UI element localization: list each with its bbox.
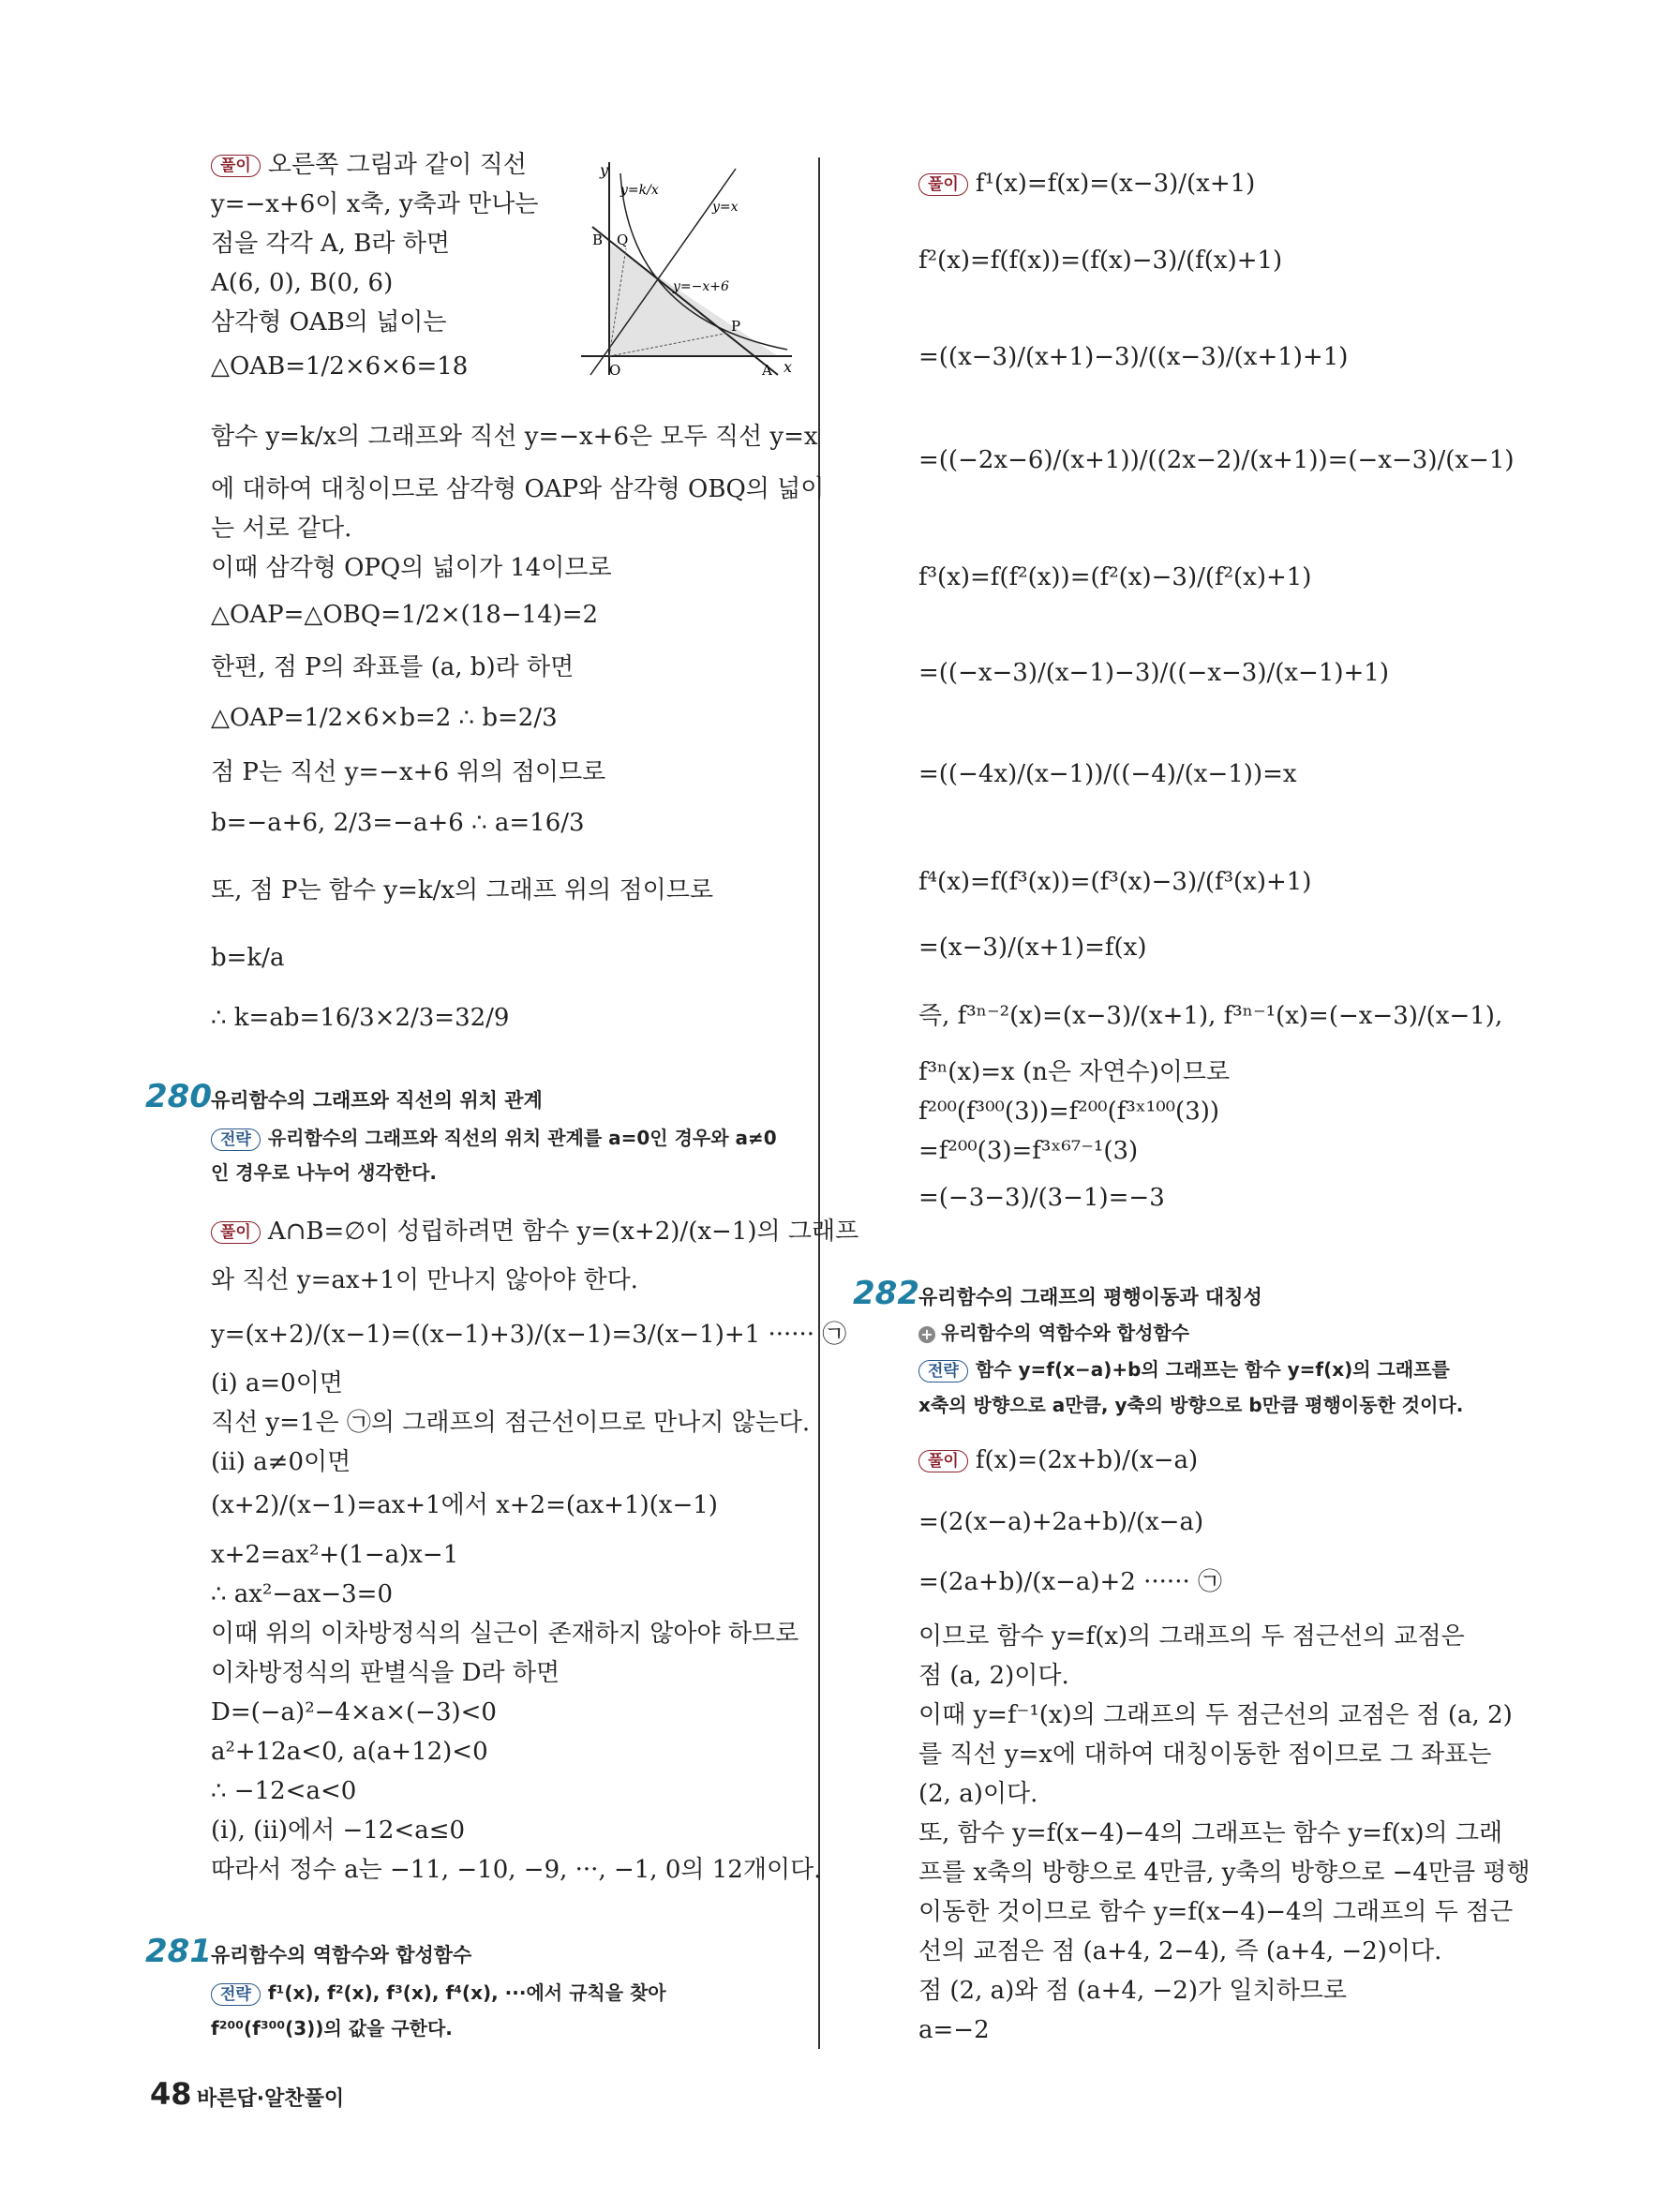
solution-282-line: 를 직선 y=x에 대하여 대칭이동한 점이므로 그 좌표는 bbox=[918, 1741, 1492, 1769]
problem-282-topic: + 유리함수의 역함수와 합성함수 bbox=[918, 1318, 1189, 1345]
solution-281-line: =((−4x)/(x−1))/((−4)/(x−1))=x bbox=[918, 760, 1297, 788]
point-B-label: B bbox=[592, 232, 604, 248]
solution-280-line: (ii) a≠0이면 bbox=[211, 1448, 351, 1476]
solution-280-line: 풀이 A∩B=∅이 성립하려면 함수 y=(x+2)/(x−1)의 그래프 bbox=[211, 1217, 858, 1247]
solution-280-line: ∴ ax²−ax−3=0 bbox=[211, 1580, 393, 1608]
origin-label: O bbox=[609, 362, 621, 379]
solution-280-line: ∴ −12<a<0 bbox=[211, 1777, 357, 1805]
solution-279-line: A(6, 0), B(0, 6) bbox=[211, 269, 394, 297]
point-A-label: A bbox=[762, 362, 772, 379]
solution-281-line: 풀이 f¹(x)=f(x)=(x−3)/(x+1) bbox=[918, 169, 1255, 199]
solution-279-line: 또, 점 P는 함수 y=k/x의 그래프 위의 점이므로 bbox=[211, 876, 714, 904]
solution-279-line: b=k/a bbox=[211, 944, 285, 972]
solution-279-line: △OAB=1/2×6×6=18 bbox=[211, 352, 469, 381]
curve-label: y=k/x bbox=[620, 183, 659, 198]
line-label-neg-x-6: y=−x+6 bbox=[673, 279, 729, 294]
problem-281-strategy: f²⁰⁰(f³⁰⁰(3))의 값을 구한다. bbox=[211, 2017, 453, 2040]
solution-280-line: (i), (ii)에서 −12<a≤0 bbox=[211, 1816, 466, 1845]
solution-282-line: =(2(x−a)+2a+b)/(x−a) bbox=[918, 1508, 1204, 1536]
problem-281-title: 유리함수의 역함수와 합성함수 bbox=[211, 1944, 472, 1966]
solution-282-line: 프를 x축의 방향으로 4만큼, y축의 방향으로 −4만큼 평행 bbox=[918, 1859, 1530, 1887]
page-number: 48 bbox=[150, 2076, 192, 2112]
solution-279-line: △OAP=1/2×6×b=2 ∴ b=2/3 bbox=[211, 704, 558, 732]
strategy-label: 전략 bbox=[918, 1360, 968, 1382]
solution-282-line: 이므로 함수 y=f(x)의 그래프의 두 점근선의 교점은 bbox=[918, 1622, 1465, 1651]
solution-281-line: f³(x)=f(f²(x))=(f²(x)−3)/(f²(x)+1) bbox=[918, 563, 1312, 591]
solution-280-line: a²+12a<0, a(a+12)<0 bbox=[211, 1738, 488, 1766]
axis-label-y: y bbox=[600, 161, 609, 179]
solution-279-line: 는 서로 같다. bbox=[211, 515, 352, 543]
solution-281-line: 즉, f³ⁿ⁻²(x)=(x−3)/(x+1), f³ⁿ⁻¹(x)=(−x−3)/(x−1), bbox=[918, 1002, 1503, 1030]
solution-282-line: 이때 y=f⁻¹(x)의 그래프의 두 점근선의 교점은 점 (a, 2) bbox=[918, 1701, 1513, 1729]
solution-280-line: x+2=ax²+(1−a)x−1 bbox=[211, 1541, 459, 1569]
problem-280-strategy: 인 경우로 나누어 생각한다. bbox=[211, 1161, 438, 1184]
solution-281-line: f²⁰⁰(f³⁰⁰(3))=f²⁰⁰(f³ˣ¹⁰⁰(3)) bbox=[918, 1098, 1220, 1126]
problem-282-number: 282 bbox=[853, 1275, 919, 1312]
column-divider bbox=[818, 157, 820, 2049]
solution-label: 풀이 bbox=[211, 1221, 261, 1244]
solution-279-line: 풀이 오른쪽 그림과 같이 직선 bbox=[211, 150, 527, 180]
solution-281-line: =((−2x−6)/(x+1))/((2x−2)/(x+1))=(−x−3)/(x−1) bbox=[918, 446, 1515, 474]
solution-280-line: 이때 위의 이차방정식의 실근이 존재하지 않아야 하므로 bbox=[211, 1620, 799, 1648]
solution-282-line: 이동한 것이므로 함수 y=f(x−4)−4의 그래프의 두 점근 bbox=[918, 1898, 1514, 1926]
solution-279-line: 삼각형 OAB의 넓이는 bbox=[211, 308, 447, 336]
problem-282-title: 유리함수의 그래프의 평행이동과 대칭성 bbox=[918, 1286, 1262, 1308]
solution-281-line: f⁴(x)=f(f³(x))=(f³(x)−3)/(f³(x)+1) bbox=[918, 868, 1312, 896]
problem-280-strategy: 전략 유리함수의 그래프와 직선의 위치 관계를 a=0인 경우와 a≠0 bbox=[211, 1123, 777, 1153]
problem-280-title: 유리함수의 그래프와 직선의 위치 관계 bbox=[211, 1089, 543, 1112]
solution-281-line: f²(x)=f(f(x))=(f(x)−3)/(f(x)+1) bbox=[918, 247, 1283, 275]
book-title: 바른답·알찬풀이 bbox=[197, 2087, 345, 2111]
solution-279-line: △OAP=△OBQ=1/2×(18−14)=2 bbox=[211, 601, 599, 629]
solution-label: 풀이 bbox=[918, 1450, 968, 1472]
solution-279-line: ∴ k=ab=16/3×2/3=32/9 bbox=[211, 1004, 510, 1032]
solution-282-line: 점 (a, 2)이다. bbox=[918, 1662, 1069, 1690]
solution-279-line: 함수 y=k/x의 그래프와 직선 y=−x+6은 모두 직선 y=x bbox=[211, 423, 818, 451]
point-P-label: P bbox=[731, 318, 741, 335]
solution-279-line: 점 P는 직선 y=−x+6 위의 점이므로 bbox=[211, 758, 606, 786]
line-label-y-x: y=x bbox=[712, 200, 739, 215]
solution-282-line: 또, 함수 y=f(x−4)−4의 그래프는 함수 y=f(x)의 그래 bbox=[918, 1819, 1503, 1847]
solution-281-line: =(x−3)/(x+1)=f(x) bbox=[918, 934, 1147, 962]
solution-282-line: 점 (2, a)와 점 (a+4, −2)가 일치하므로 bbox=[918, 1977, 1347, 2005]
solution-282-line: 선의 교점은 점 (a+4, 2−4), 즉 (a+4, −2)이다. bbox=[918, 1937, 1442, 1965]
problem-282-strategy: 전략 함수 y=f(x−a)+b의 그래프는 함수 y=f(x)의 그래프를 bbox=[918, 1354, 1450, 1384]
solution-280-line: 이차방정식의 판별식을 D라 하면 bbox=[211, 1659, 560, 1687]
solution-281-line: f³ⁿ(x)=x (n은 자연수)이므로 bbox=[918, 1058, 1231, 1086]
solution-280-line: y=(x+2)/(x−1)=((x−1)+3)/(x−1)=3/(x−1)+1 ······ ㉠ bbox=[211, 1321, 847, 1349]
solution-279-line: 에 대하여 대칭이므로 삼각형 OAP와 삼각형 OBQ의 넓이 bbox=[211, 475, 825, 503]
problem-281-number: 281 bbox=[145, 1933, 212, 1970]
solution-282-line: (2, a)이다. bbox=[918, 1780, 1038, 1808]
solution-279-line: 점을 각각 A, B라 하면 bbox=[211, 230, 451, 258]
solution-280-line: (i) a=0이면 bbox=[211, 1369, 343, 1397]
solution-282-line: 풀이 f(x)=(2x+b)/(x−a) bbox=[918, 1445, 1198, 1475]
problem-282-strategy: x축의 방향으로 a만큼, y축의 방향으로 b만큼 평행이동한 것이다. bbox=[918, 1394, 1464, 1416]
problem-281-strategy: 전략 f¹(x), f²(x), f³(x), f⁴(x), ···에서 규칙을 찾아 bbox=[211, 1978, 666, 2008]
solution-280-line: 와 직선 y=ax+1이 만나지 않아야 한다. bbox=[211, 1266, 638, 1294]
solution-280-line: (x+2)/(x−1)=ax+1에서 x+2=(ax+1)(x−1) bbox=[211, 1491, 718, 1519]
plus-icon: + bbox=[918, 1326, 935, 1343]
axis-label-x: x bbox=[784, 358, 793, 376]
problem-280-number: 280 bbox=[145, 1078, 212, 1115]
solution-279-line: 한편, 점 P의 좌표를 (a, b)라 하면 bbox=[211, 653, 575, 681]
solution-281-line: =(−3−3)/(3−1)=−3 bbox=[918, 1184, 1165, 1212]
solution-281-line: =((−x−3)/(x−1)−3)/((−x−3)/(x−1)+1) bbox=[918, 659, 1389, 687]
solution-280-line: 직선 y=1은 ㉠의 그래프의 점근선이므로 만나지 않는다. bbox=[211, 1409, 811, 1437]
solution-279-line: 이때 삼각형 OPQ의 넓이가 14이므로 bbox=[211, 554, 612, 582]
solution-281-line: =((x−3)/(x+1)−3)/((x−3)/(x+1)+1) bbox=[918, 343, 1349, 371]
solution-label: 풀이 bbox=[211, 155, 261, 177]
point-Q-label: Q bbox=[617, 232, 629, 248]
graph-figure bbox=[572, 155, 797, 380]
strategy-label: 전략 bbox=[211, 1983, 261, 2006]
solution-282-line: a=−2 bbox=[918, 2016, 990, 2044]
solution-280-line: D=(−a)²−4×a×(−3)<0 bbox=[211, 1698, 497, 1726]
solution-label: 풀이 bbox=[918, 173, 968, 196]
solution-282-line: =(2a+b)/(x−a)+2 ······ ㉠ bbox=[918, 1568, 1222, 1596]
solution-279-line: y=−x+6이 x축, y축과 만나는 bbox=[211, 190, 539, 218]
solution-280-line: 따라서 정수 a는 −11, −10, −9, ···, −1, 0의 12개이다. bbox=[211, 1856, 822, 1884]
strategy-label: 전략 bbox=[211, 1128, 261, 1151]
solution-279-line: b=−a+6, 2/3=−a+6 ∴ a=16/3 bbox=[211, 809, 585, 837]
solution-281-line: =f²⁰⁰(3)=f³ˣ⁶⁷⁻¹(3) bbox=[918, 1137, 1139, 1165]
